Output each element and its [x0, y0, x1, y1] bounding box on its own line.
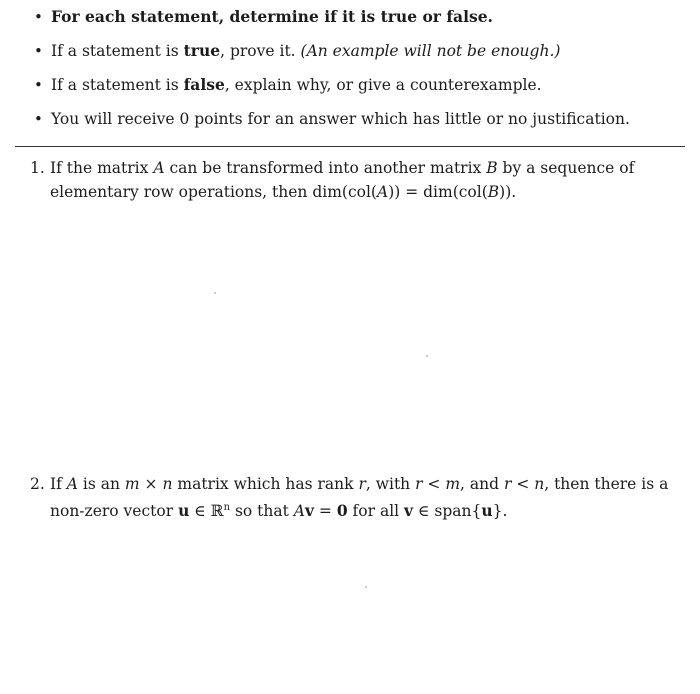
text-segment: , explain why, or give a counterexample.: [224, 76, 542, 94]
text-segment: }.: [492, 502, 508, 521]
bullet-icon: •: [34, 110, 43, 128]
text-segment: A: [66, 475, 78, 493]
section-divider: [15, 146, 685, 147]
text-segment: ∈ ℝ: [189, 502, 224, 521]
text-segment: You will receive 0 points for an answer which has little or no justification.: [51, 110, 630, 128]
instruction-text: [51, 42, 560, 60]
text-segment: r: [358, 475, 366, 493]
instructions-list: [34, 6, 684, 142]
text-segment: If: [50, 475, 67, 493]
text-segment: , prove it.: [220, 42, 301, 60]
text-segment: n: [223, 502, 231, 513]
text-segment: , then there is a non-zero vector: [50, 475, 669, 521]
text-segment: r < m: [415, 475, 461, 493]
scan-speck: [365, 586, 367, 588]
instruction-item: [34, 6, 684, 40]
text-segment: A: [153, 159, 165, 177]
scan-speck: [214, 292, 216, 294]
text-segment: r < n: [503, 475, 545, 493]
problem-number: 2.: [30, 475, 45, 493]
instruction-item: [34, 40, 684, 74]
text-segment: , and: [460, 475, 504, 493]
text-segment: )).: [499, 183, 517, 201]
text-segment: m × n: [124, 475, 173, 493]
instruction-item: [34, 74, 684, 108]
text-segment: u: [481, 501, 493, 521]
text-segment: A: [293, 502, 305, 521]
text-segment: For each statement, determine if it is true or false.: [51, 7, 493, 26]
instruction-item: [34, 108, 684, 142]
text-segment: =: [313, 502, 337, 521]
text-segment: If a statement is: [51, 42, 184, 60]
text-segment: A: [376, 183, 389, 201]
text-segment: for all: [347, 502, 405, 521]
text-segment: 0: [336, 501, 348, 521]
bullet-icon: •: [34, 8, 43, 26]
instruction-text: [51, 8, 493, 26]
text-segment: If the matrix: [50, 159, 154, 177]
text-segment: ∈ span{: [413, 502, 482, 521]
text-segment: false: [183, 75, 225, 94]
text-segment: B: [487, 183, 500, 201]
text-segment: )) = dim(col(: [388, 183, 488, 201]
text-segment: (An example will not be enough.): [300, 42, 561, 60]
bullet-icon: •: [34, 42, 43, 60]
text-segment: v: [404, 501, 414, 521]
problem-number: 1.: [30, 159, 45, 177]
text-segment: by a sequence of elementary row operations, then dim(col(: [50, 159, 635, 201]
problem-1: [30, 156, 690, 204]
text-segment: , with: [365, 475, 416, 493]
text-segment: can be transformed into another matrix: [164, 159, 487, 177]
instruction-text: [51, 76, 542, 94]
text-segment: If a statement is: [51, 76, 184, 94]
text-segment: so that: [230, 502, 294, 521]
text-segment: u: [178, 501, 190, 521]
text-segment: matrix which has rank: [172, 475, 359, 493]
text-segment: v: [304, 501, 314, 521]
problem-statement: [50, 156, 690, 204]
text-segment: is an: [78, 475, 125, 493]
instruction-text: [51, 110, 630, 128]
bullet-icon: •: [34, 76, 43, 94]
scan-speck: [426, 355, 428, 357]
text-segment: true: [183, 41, 221, 60]
text-segment: B: [486, 159, 498, 177]
problem-statement: [50, 472, 690, 523]
problem-2: [30, 472, 690, 523]
